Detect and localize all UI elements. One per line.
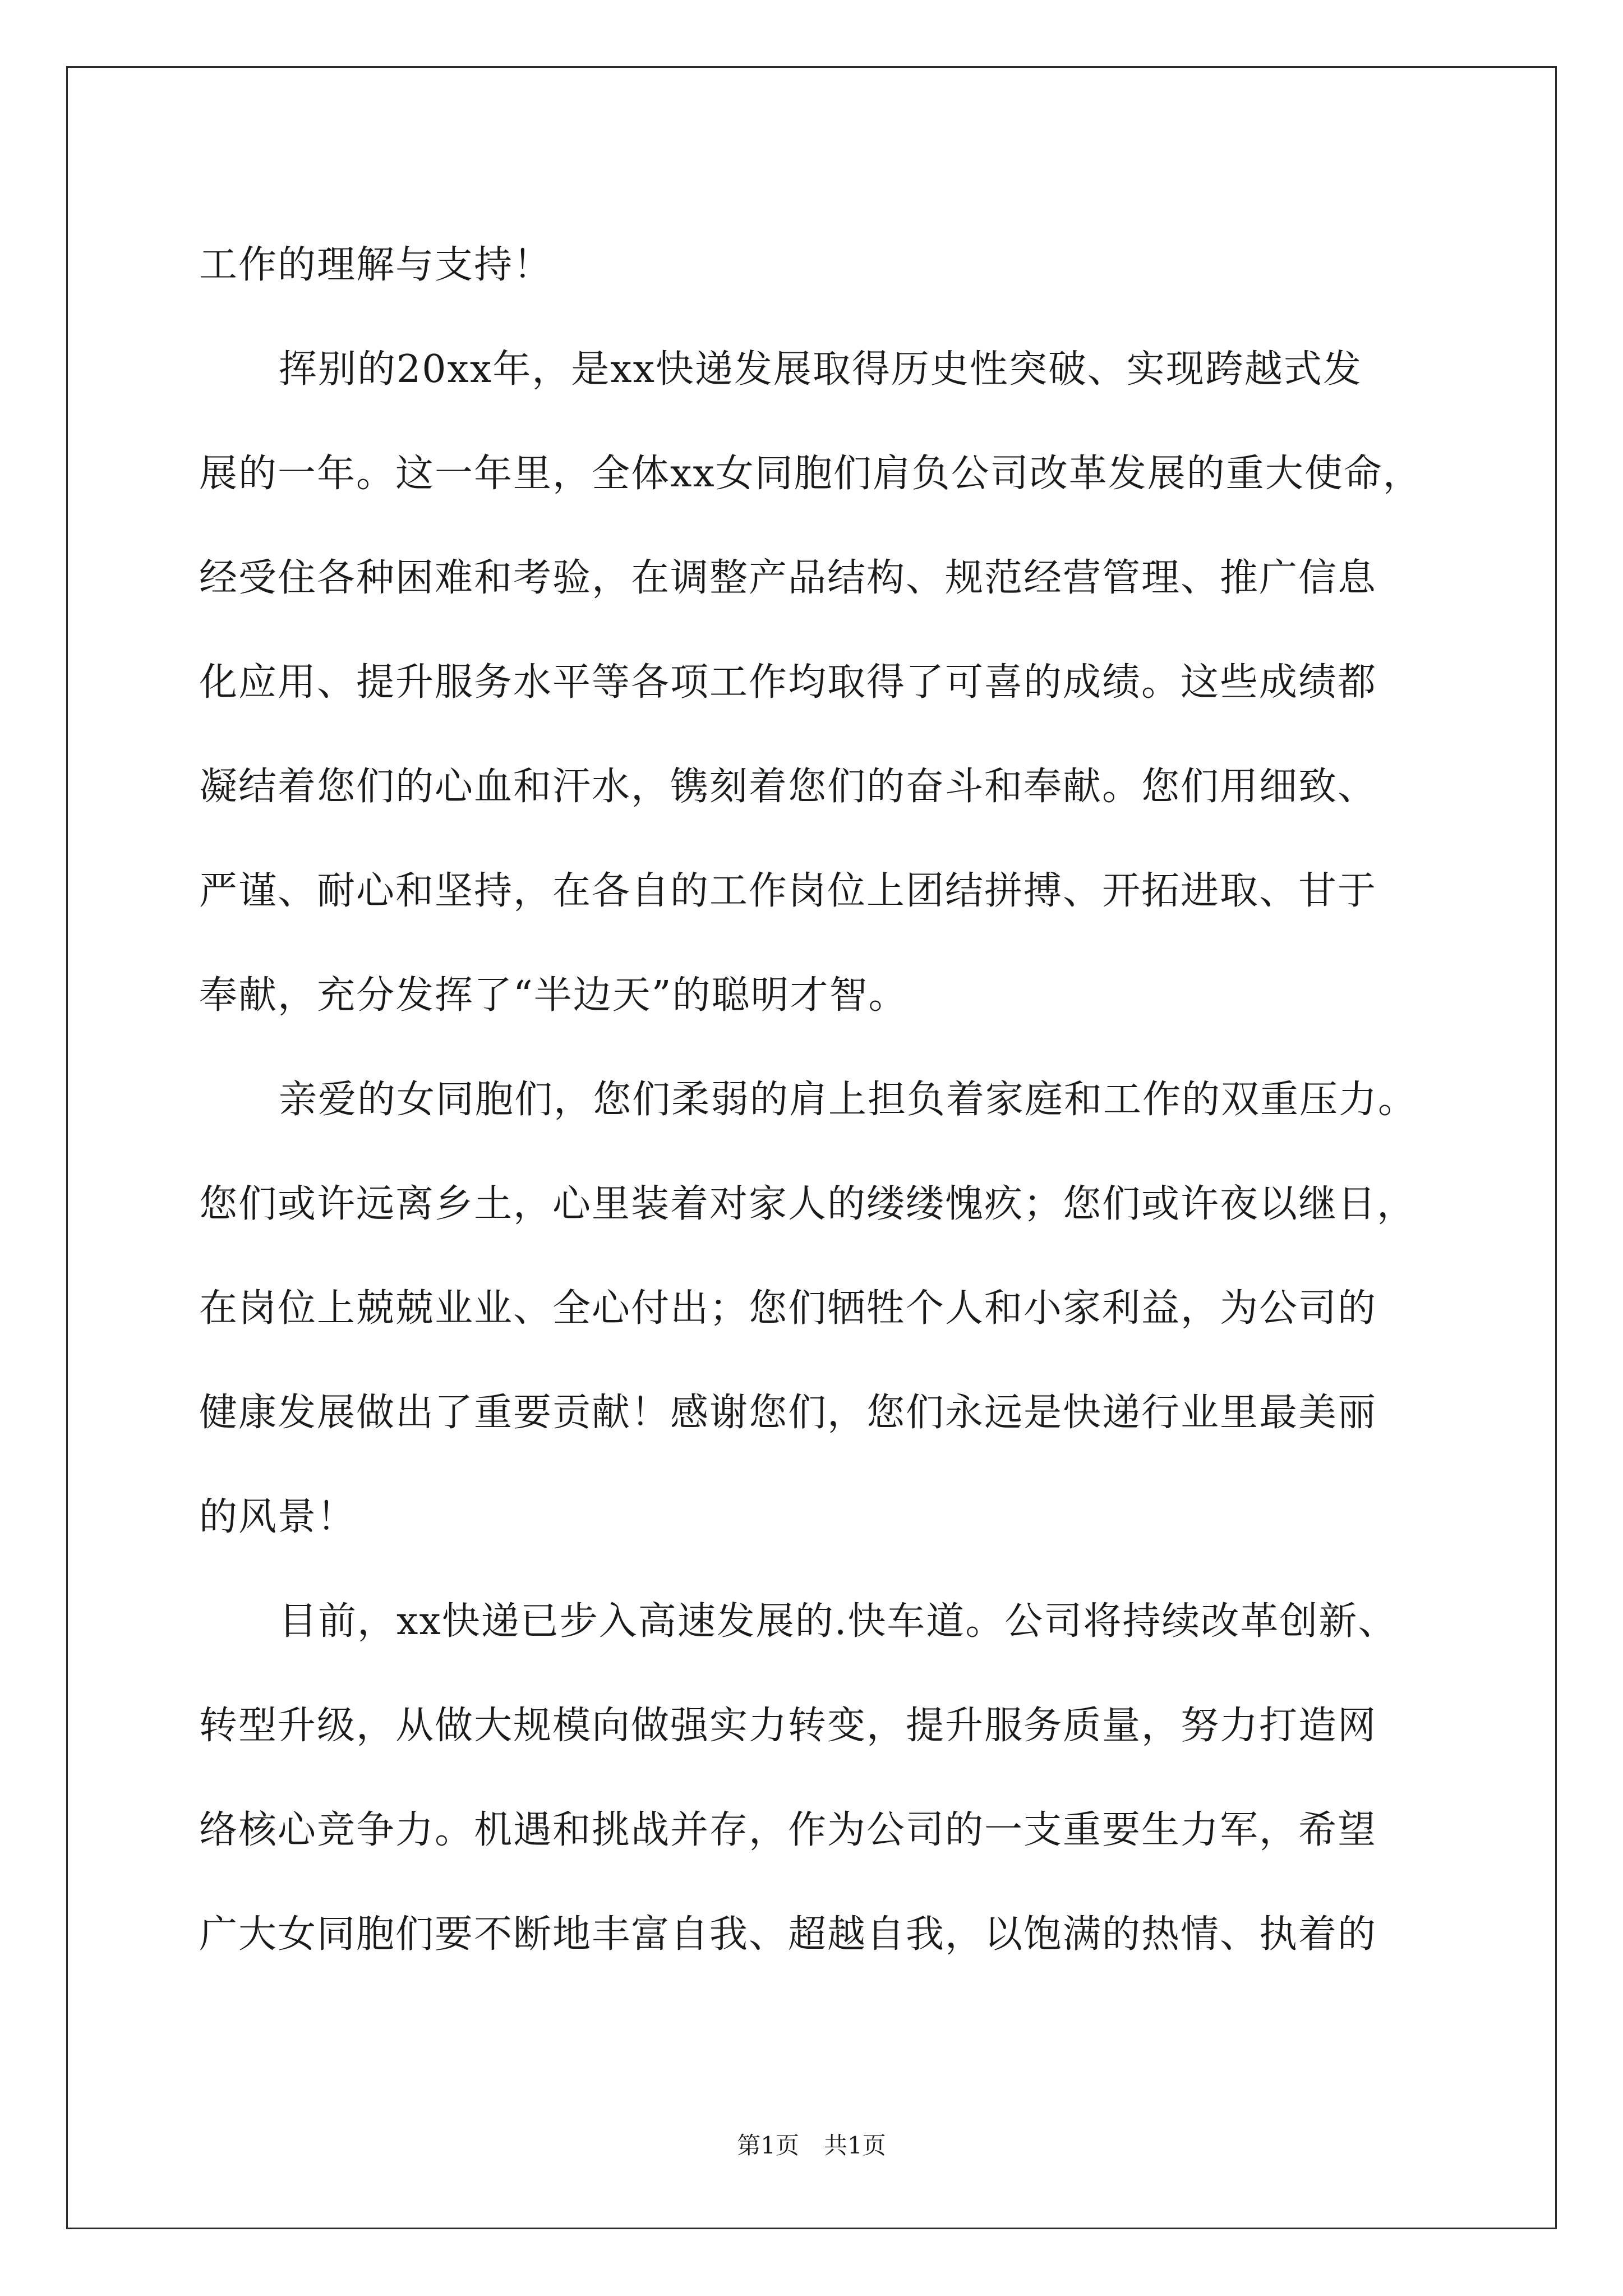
text-line: 在岗位上兢兢业业、全心付出；您们牺牲个人和小家利益，为公司的	[199, 1286, 1377, 1331]
text-line: 化应用、提升服务水平等各项工作均取得了可喜的成绩。这些成绩都	[199, 660, 1377, 705]
text-line: 工作的理解与支持！	[199, 243, 553, 287]
text-line: 目前，xx快递已步入高速发展的.快车道。公司将持续改革创新、	[279, 1599, 1398, 1644]
page-number: 第1页	[737, 2132, 799, 2159]
text-line: 您们或许远离乡土，心里装着对家人的缕缕愧疚；您们或许夜以继日，	[199, 1182, 1417, 1226]
page-total: 共1页	[824, 2132, 886, 2159]
text-line: 络核心竞争力。机遇和挑战并存，作为公司的一支重要生力军，希望	[199, 1808, 1377, 1852]
text-line: 转型升级，从做大规模向做强实力转变，提升服务质量，努力打造网	[199, 1704, 1377, 1748]
text-line: 亲爱的女同胞们，您们柔弱的肩上担负着家庭和工作的双重压力。	[279, 1078, 1418, 1122]
text-line: 严谨、耐心和坚持，在各自的工作岗位上团结拼搏、开拓进取、甘于	[199, 869, 1377, 913]
text-line: 奉献，充分发挥了“半边天”的聪明才智。	[199, 973, 908, 1018]
text-line: 经受住各种困难和考验，在调整产品结构、规范经营管理、推广信息	[199, 556, 1377, 600]
text-line: 广大女同胞们要不断地丰富自我、超越自我，以饱满的热情、执着的	[199, 1912, 1377, 1957]
page-footer	[0, 2129, 1623, 2162]
text-line: 展的一年。这一年里，全体xx女同胞们肩负公司改革发展的重大使命，	[199, 452, 1422, 496]
text-line: 挥别的20xx年，是xx快递发展取得历史性突破、实现跨越式发	[279, 347, 1362, 392]
text-line: 凝结着您们的心血和汗水，镌刻着您们的奋斗和奉献。您们用细致、	[199, 765, 1377, 809]
text-line: 健康发展做出了重要贡献！感谢您们，您们永远是快递行业里最美丽	[199, 1391, 1377, 1435]
text-line: 的风景！	[199, 1495, 357, 1539]
document-body	[199, 213, 1433, 1987]
